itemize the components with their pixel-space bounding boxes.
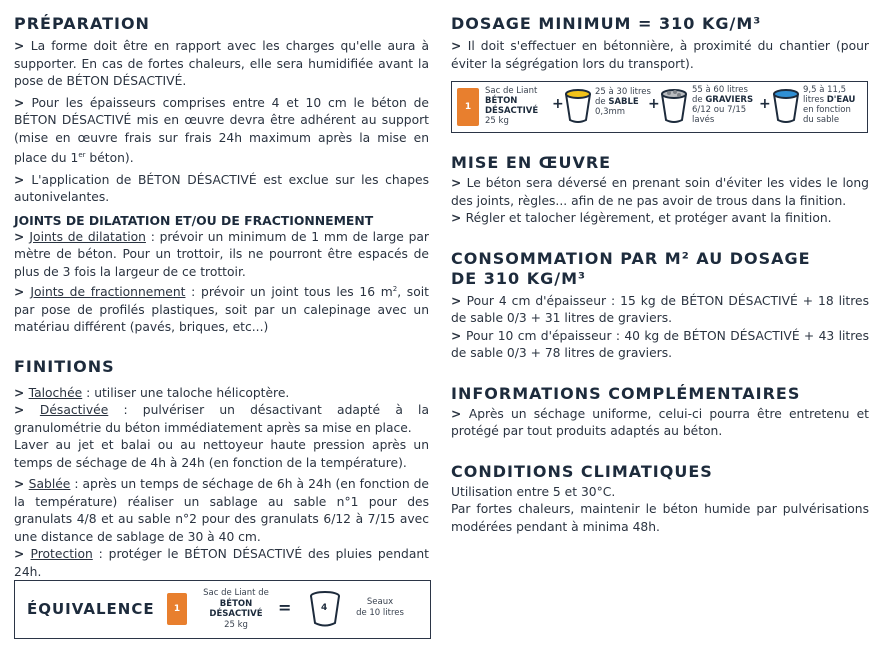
finition-protection: > Protection : protéger le BÉTON DÉSACTIVÉ des pluies pendant 24h. [14, 547, 429, 579]
joints-dilatation: > Joints de dilatation : prévoir un minimum de 1 mm de large par mètre de béton. Pour un trottoir, ils ne pourront être espacés de plus de 3 fois la largeur de ce trottoir. [14, 229, 429, 279]
sand-bucket-icon [564, 88, 592, 124]
plus-sign-3: + [759, 96, 771, 112]
infos-paragraph: > Après un séchage uniforme, celui-ci pourra être entretenu et protégé par tout produits adaptés au béton. [451, 406, 869, 438]
left-column [14, 14, 429, 581]
equals-sign: = [278, 598, 292, 617]
climat-paragraph-1: Utilisation entre 5 et 30°C. [451, 484, 616, 499]
conso-paragraph-1: > Pour 4 cm d'épaisseur : 15 kg de BÉTON DÉSACTIVÉ + 18 litres de sable 0/3 + 31 litres de graviers. [451, 293, 869, 325]
section-title-informations: INFORMATIONS COMPLÉMENTAIRES [451, 383, 801, 403]
gravel-label: 55 à 60 litres de GRAVIERS 6/12 ou 7/15 lavés [692, 85, 754, 125]
finition-talochee: > Talochée : utiliser une taloche hélicoptère. [14, 385, 290, 400]
mise-paragraph-1: > Le béton sera déversé en prenant soin d'éviter les vides le long des joints, règles... afin de ne pas avoir de trous dans la finition. [451, 176, 869, 208]
climat-paragraph-2: Par fortes chaleurs, maintenir le béton humide par pulvérisations modérées pendant à minima 48h. [451, 502, 869, 534]
right-column [451, 14, 869, 536]
preparation-paragraph-3: > L'application de BÉTON DÉSACTIVÉ est exclue sur les chapes autonivelantes. [14, 172, 429, 205]
preparation-paragraph-2: > Pour les épaisseurs comprises entre 4 et 10 cm le béton de BÉTON DÉSACTIVÉ mis en œuvre devra être adhérent au support (mise en œuvre frais sur frais 24h maximum après la mise en place du 1er béton). [14, 95, 429, 166]
sand-label: 25 à 30 litres de SABLE 0,3mm [595, 87, 651, 117]
cement-bag-icon: 1 [457, 88, 479, 126]
dosage-box [451, 81, 868, 133]
dosage-bag-label: Sac de Liant BÉTON DÉSACTIVÉ 25 kg [485, 86, 539, 126]
section-title-dosage: DOSAGE MINIMUM = 310 KG/M³ [451, 14, 762, 33]
conso-paragraph-2: > Pour 10 cm d'épaisseur : 40 kg de BÉTON DÉSACTIVÉ + 43 litres de sable 0/3 + 78 litres de graviers. [451, 328, 869, 360]
finition-sablee: > Sablée : après un temps de séchage de 6h à 24h (en fonction de la température) réaliser un sablage au sable n°1 pour des granulats 4/8 et au sable n°2 pour des granulats 6/12 à 7/15 avec une distance de sablage de 30 à 40 cm. [14, 477, 429, 544]
plus-sign-1: + [552, 96, 564, 112]
dosage-paragraph: > Il doit s'effectuer en bétonnière, à proximité du chantier (pour éviter la ségrégation lors du transport). [451, 39, 869, 71]
equivalence-title: ÉQUIVALENCE [27, 600, 155, 618]
gravel-bucket-icon [660, 88, 688, 124]
bucket-count: 4 [321, 603, 328, 613]
finition-desactivee-lavage: Laver au jet et balai ou au nettoyeur haute pression après un temps de séchage de 4h à 24h (en fonction de la température). [14, 438, 429, 470]
water-bucket-icon [772, 88, 800, 124]
cement-bag-icon: 1 [167, 593, 187, 625]
bucket-label: Seaux de 10 litres [356, 597, 404, 618]
joints-fractionnement: > Joints de fractionnement : prévoir un joint tous les 16 $m^2$, soit par pose de profilés plastiques, soit par un calepinage avec un matériau différent (pavés, briques, etc...) [14, 285, 429, 335]
section-title-joints: JOINTS DE DILATATION ET/OU DE FRACTIONNEMENT [14, 212, 374, 228]
water-label: 9,5 à 11,5 litres D'EAU en fonction du sable [803, 85, 856, 125]
mise-paragraph-2: > Régler et talocher légèrement, et protéger avant la finition. [451, 211, 832, 225]
section-title-conditions: CONDITIONS CLIMATIQUES [451, 461, 713, 481]
finition-desactivee: > Désactivée : pulvériser un désactivant adapté à la granulométrie du béton immédiatement après sa mise en place. [14, 403, 429, 435]
section-title-mise-en-oeuvre: MISE EN ŒUVRE [451, 153, 612, 172]
plus-sign-2: + [648, 96, 660, 112]
preparation-paragraph-1: > La forme doit être en rapport avec les charges qu'elle aura à supporter. En cas de fortes chaleurs, elle sera humidifiée avant la pose de BÉTON DÉSACTIVÉ. [14, 39, 429, 88]
section-title-preparation: PRÉPARATION [14, 14, 150, 33]
equivalence-box [14, 580, 431, 639]
section-title-consommation: CONSOMMATION PAR M² AU DOSAGE DE 310 KG/M³ [451, 248, 811, 288]
equivalence-bag-label: Sac de Liant de BÉTON DÉSACTIVÉ 25 kg [203, 588, 269, 630]
section-title-finitions: FINITIONS [14, 356, 115, 376]
